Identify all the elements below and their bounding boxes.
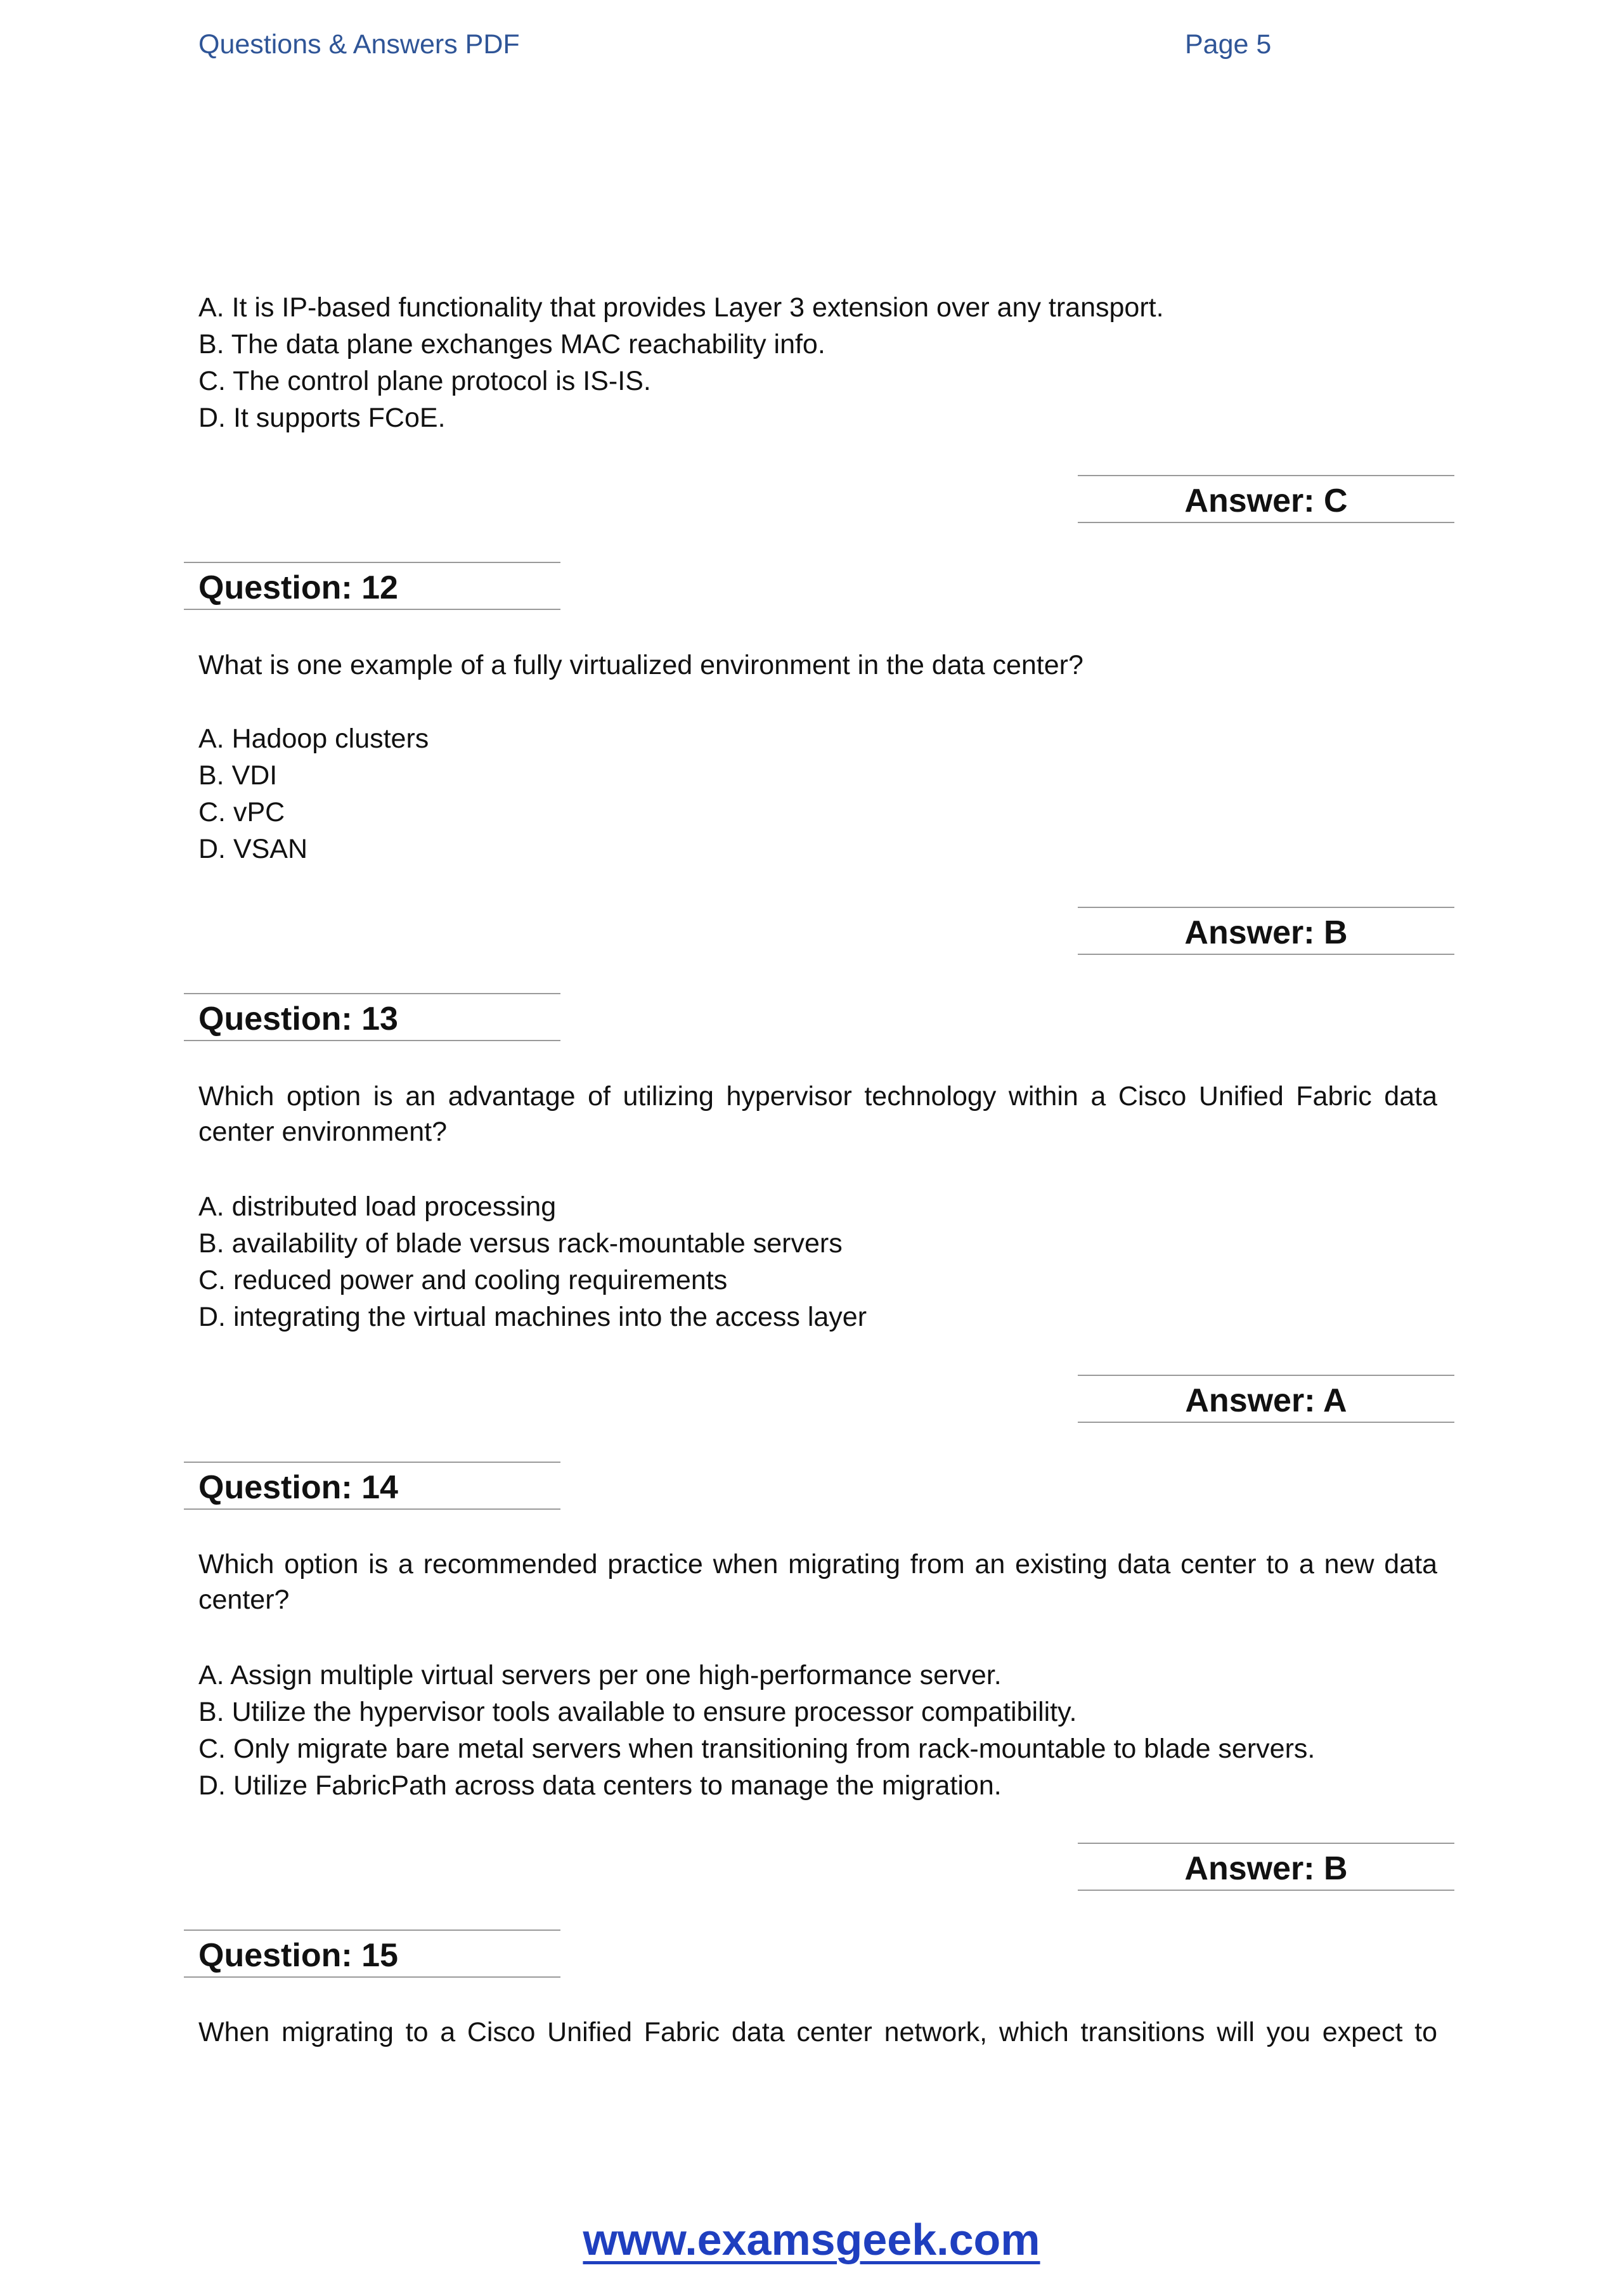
q14-title: Question: 14 [198, 1469, 398, 1506]
q15-title-box [184, 1930, 560, 1978]
q13-question-line-1: Which option is an advantage of utilizing hypervisor technology within a Cisco Unified Fabric data [198, 1081, 1437, 1112]
q13-option-a: A. distributed load processing [198, 1191, 557, 1222]
q12-option-a: A. Hadoop clusters [198, 723, 429, 754]
q13-option-d: D. integrating the virtual machines into the access layer [198, 1302, 867, 1332]
q13-question-text [198, 1079, 1437, 1150]
q15-title: Question: 15 [198, 1937, 398, 1974]
q13-answer-box [1078, 1375, 1454, 1423]
q14-option-d: D. Utilize FabricPath across data centers to manage the migration. [198, 1770, 1002, 1801]
q12-option-b: B. VDI [198, 760, 278, 791]
q14-question-text [198, 1547, 1437, 1618]
q12-answer: Answer: B [1184, 914, 1348, 951]
q13-answer: Answer: A [1185, 1382, 1347, 1419]
q12-option-d: D. VSAN [198, 834, 308, 864]
q11-option-c: C. The control plane protocol is IS-IS. [198, 366, 651, 396]
q12-option-c: C. vPC [198, 797, 285, 827]
footer-website-link[interactable]: www.examsgeek.com [583, 2215, 1040, 2264]
q15-question-line-1: When migrating to a Cisco Unified Fabric data center network, which transitions will you expect to [198, 2017, 1437, 2047]
q13-question-line-2: center environment? [198, 1117, 447, 1147]
q11-option-a: A. It is IP-based functionality that provides Layer 3 extension over any transport. [198, 292, 1164, 323]
q13-title: Question: 13 [198, 1001, 398, 1037]
q13-option-b: B. availability of blade versus rack-mountable servers [198, 1228, 843, 1259]
header-title: Questions & Answers PDF [198, 29, 520, 60]
q12-question-text: What is one example of a fully virtualized environment in the data center? [198, 650, 1083, 680]
q14-answer: Answer: B [1184, 1850, 1348, 1887]
q14-option-c: C. Only migrate bare metal servers when transitioning from rack-mountable to blade servers. [198, 1734, 1316, 1764]
q12-answer-box [1078, 907, 1454, 955]
q13-option-c: C. reduced power and cooling requirements [198, 1265, 728, 1295]
q14-question-line-1: Which option is a recommended practice when migrating from an existing data center to a new data [198, 1549, 1437, 1579]
q14-option-b: B. Utilize the hypervisor tools available to ensure processor compatibility. [198, 1697, 1077, 1727]
q11-option-d: D. It supports FCoE. [198, 403, 446, 433]
page-number: Page 5 [1185, 29, 1272, 60]
q14-option-a: A. Assign multiple virtual servers per one high-performance server. [198, 1660, 1002, 1690]
q13-title-box [184, 993, 560, 1041]
q14-answer-box [1078, 1843, 1454, 1891]
q11-answer-box [1078, 475, 1454, 523]
q12-title-box [184, 562, 560, 610]
q11-answer: Answer: C [1184, 483, 1348, 519]
q12-title: Question: 12 [198, 569, 398, 606]
q15-question-text [198, 2014, 1437, 2050]
q11-option-b: B. The data plane exchanges MAC reachability info. [198, 329, 825, 360]
q14-question-line-2: center? [198, 1585, 290, 1615]
q14-title-box [184, 1462, 560, 1510]
